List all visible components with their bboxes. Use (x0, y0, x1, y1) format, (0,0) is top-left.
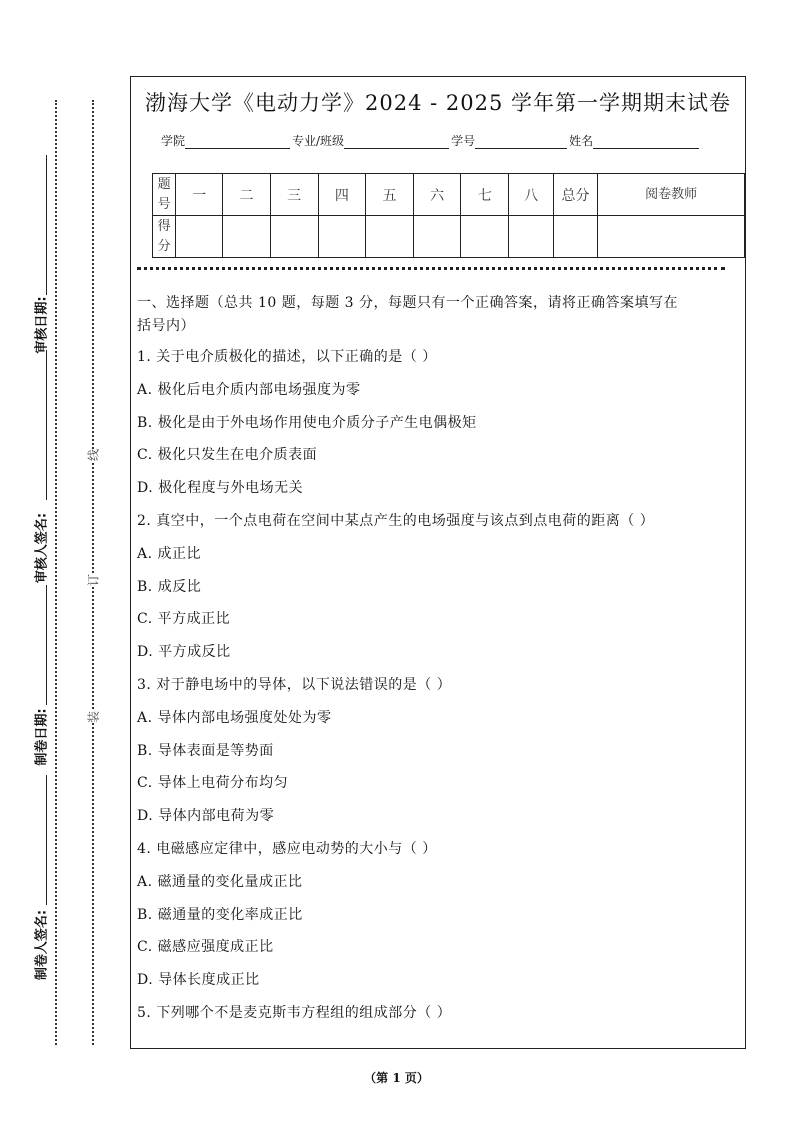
section-heading: 一、选择题（总共 10 题，每题 3 分，每题只有一个正确答案，请将正确答案填写在 (137, 295, 679, 311)
question-stem: 5. 下列哪个不是麦克斯韦方程组的组成部分（ ） (137, 1005, 452, 1021)
question-option: A. 成正比 (137, 545, 202, 562)
prepare-date-label: 制卷日期: (34, 708, 50, 766)
score-cell[interactable] (365, 216, 413, 258)
question-option: C. 导体上电荷分布均匀 (137, 775, 289, 792)
prepare-date-line (46, 585, 47, 705)
score-cell[interactable] (414, 216, 461, 258)
student-id-label: 学号 (451, 134, 476, 148)
score-cell[interactable] (176, 216, 223, 258)
student-id-field[interactable] (475, 134, 567, 149)
student-info (161, 132, 701, 149)
score-cell[interactable] (461, 216, 509, 258)
major-field[interactable] (344, 134, 449, 149)
question-option: A. 磁通量的变化量成正比 (137, 873, 303, 890)
question-option: B. 磁通量的变化率成正比 (137, 906, 303, 923)
exam-title: 渤海大学《电动力学》2024 - 2025 学年第一学期期末试卷 (144, 91, 731, 115)
question-option: D. 导体内部电荷为零 (137, 808, 275, 825)
question-option: C. 极化只发生在电介质表面 (137, 447, 318, 464)
score-cell[interactable] (223, 216, 270, 258)
cut-line-outer (55, 100, 57, 1045)
question-option: C. 磁感应强度成正比 (137, 939, 274, 956)
major-label: 专业/班级 (292, 134, 345, 148)
grader-header: 阅卷教师 (598, 174, 745, 216)
preparer-signature-label: 制卷人签名: (34, 909, 50, 981)
question-option: C. 平方成正比 (137, 611, 231, 628)
question-number-header: 题号 (153, 174, 176, 216)
column-header: 一 (176, 174, 223, 216)
exam-frame (130, 76, 746, 1049)
score-table (152, 173, 745, 258)
question-option: D. 导体长度成正比 (137, 972, 260, 989)
score-cell[interactable] (553, 216, 597, 258)
question-stem: 2. 真空中，一个点电荷在空间中某点产生的电场强度与该点到点电荷的距离（ ） (137, 513, 655, 529)
binding-mark-zhuang: 装 (86, 710, 101, 724)
college-label: 学院 (161, 134, 186, 148)
grader-cell[interactable] (598, 216, 745, 258)
column-header: 七 (461, 174, 509, 216)
section-heading-cont: 括号内） (137, 318, 195, 334)
question-option: D. 极化程度与外电场无关 (137, 480, 304, 497)
name-field[interactable] (593, 134, 699, 149)
column-header: 四 (318, 174, 365, 216)
total-header: 总分 (553, 174, 597, 216)
score-cell[interactable] (318, 216, 365, 258)
question-option: D. 平方成反比 (137, 644, 231, 661)
score-cell[interactable] (509, 216, 553, 258)
column-header: 二 (223, 174, 270, 216)
section-separator (137, 267, 725, 270)
reviewer-signature-label: 审核人签名: (34, 512, 50, 584)
college-field[interactable] (185, 134, 290, 149)
question-stem: 1. 关于电介质极化的描述，以下正确的是（ ） (137, 349, 437, 365)
question-option: B. 极化是由于外电场作用使电介质分子产生电偶极矩 (137, 414, 477, 431)
question-option: A. 极化后电介质内部电场强度为零 (137, 381, 361, 398)
question-stem: 3. 对于静电场中的导体，以下说法错误的是（ ） (137, 677, 452, 693)
column-header: 五 (365, 174, 413, 216)
preparer-signature-line (46, 775, 47, 905)
binding-mark-xian: 线 (86, 448, 101, 462)
score-cell[interactable] (270, 216, 318, 258)
question-option: B. 导体表面是等势面 (137, 742, 274, 759)
page-number: （第 1 页） (364, 1071, 429, 1085)
question-option: A. 导体内部电场强度处处为零 (137, 709, 332, 726)
binding-mark-ding: 订 (86, 573, 101, 587)
review-date-label: 审核日期: (34, 296, 50, 354)
name-label: 姓名 (569, 134, 594, 148)
binding-line (92, 100, 94, 1045)
score-row-header: 得分 (153, 216, 176, 258)
review-date-line (46, 155, 47, 295)
question-option: B. 成反比 (137, 578, 202, 595)
reviewer-signature-line (46, 350, 47, 500)
column-header: 三 (270, 174, 318, 216)
column-header: 六 (414, 174, 461, 216)
question-stem: 4. 电磁感应定律中，感应电动势的大小与（ ） (137, 841, 437, 857)
column-header: 八 (509, 174, 553, 216)
